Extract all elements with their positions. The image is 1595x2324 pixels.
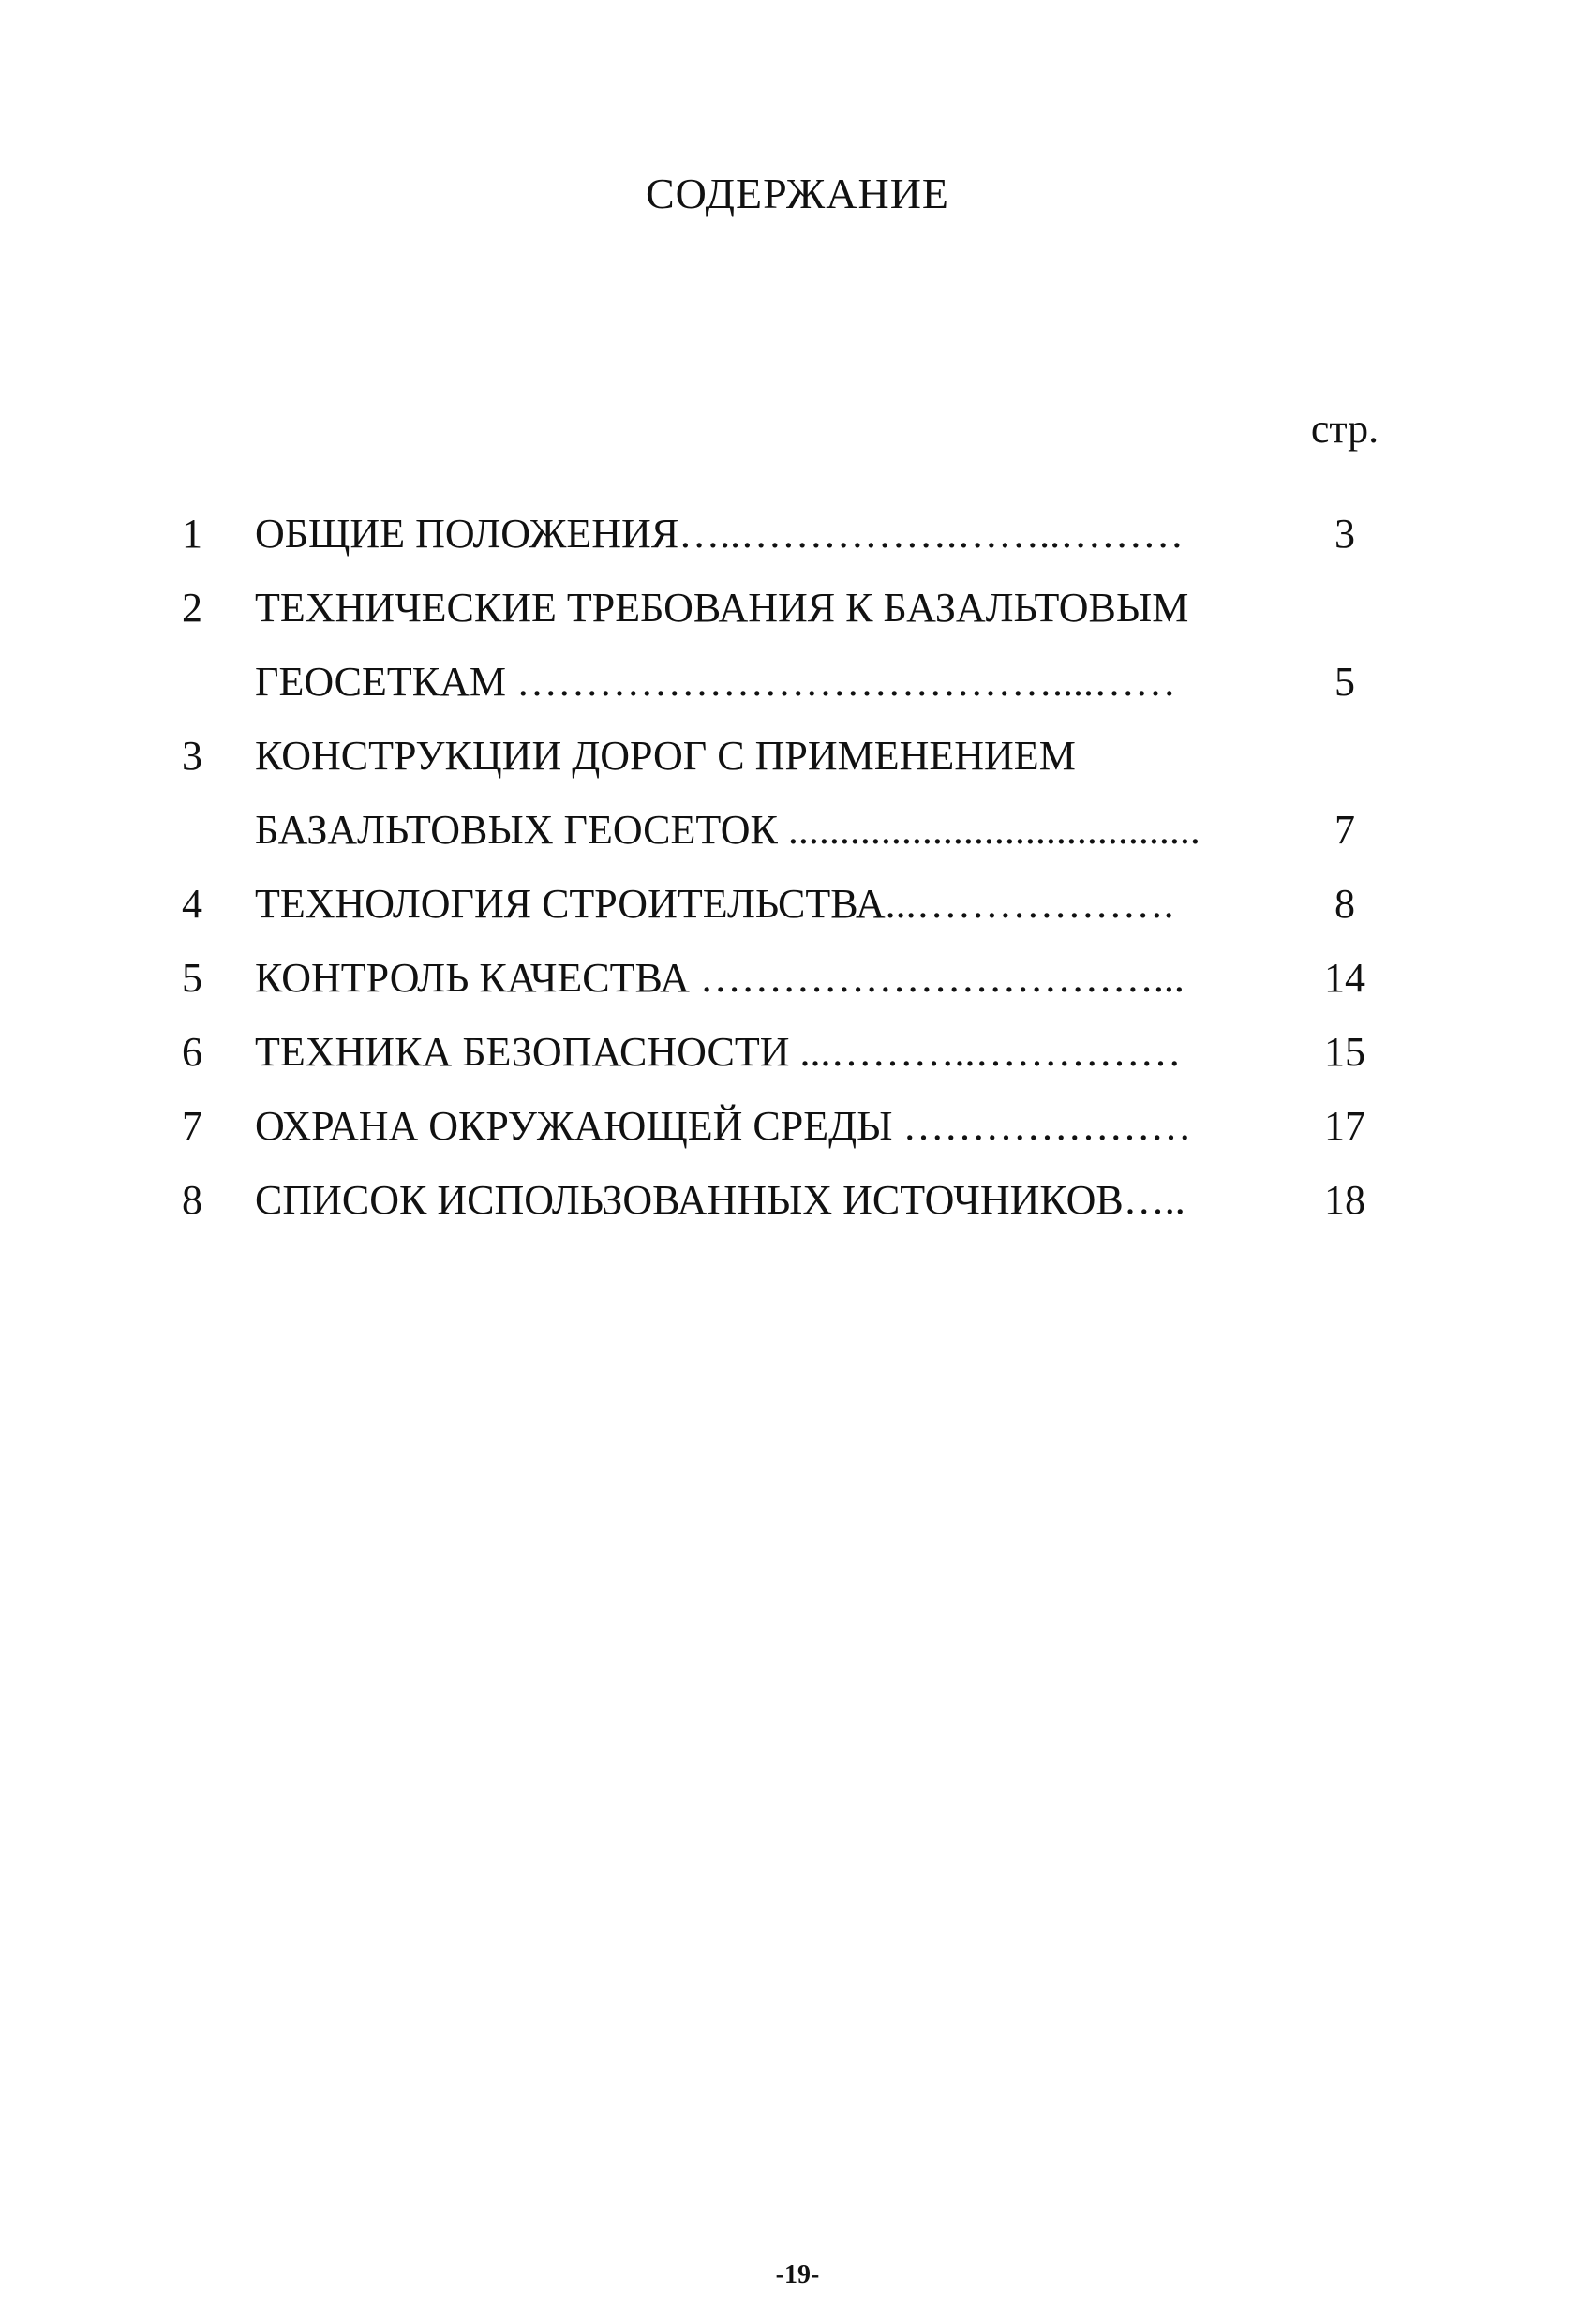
toc-entry[interactable] (0, 941, 1595, 1015)
page-column-header: стр. (1310, 406, 1379, 452)
toc-entry-page: 8 (1334, 881, 1355, 927)
toc-entry[interactable] (0, 571, 1595, 645)
toc-entry[interactable] (0, 1015, 1595, 1089)
toc-entry[interactable] (0, 1163, 1595, 1237)
toc-entry-page: 15 (1324, 1029, 1365, 1075)
toc-entry-number: 5 (182, 955, 202, 1001)
toc-entry-title: ОБЩИЕ ПОЛОЖЕНИЯ…..…………….……..……… (255, 511, 1185, 557)
toc-entry-title: ТЕХНОЛОГИЯ СТРОИТЕЛЬСТВА...………………. (255, 881, 1174, 927)
toc-entry-continuation[interactable] (0, 645, 1595, 719)
toc-entry[interactable] (0, 1089, 1595, 1163)
toc-entry-page: 14 (1324, 955, 1365, 1001)
table-of-contents (0, 497, 1595, 1237)
toc-entry-title: ТЕХНИЧЕСКИЕ ТРЕБОВАНИЯ К БАЗАЛЬТОВЫМ (255, 585, 1189, 631)
toc-entry-title: ГЕОСЕТКАМ …………………………………....…… (255, 659, 1176, 705)
toc-entry-title: КОНСТРУКЦИИ ДОРОГ С ПРИМЕНЕНИЕМ (255, 733, 1076, 779)
toc-entry-number: 3 (182, 733, 202, 779)
toc-entry-number: 6 (182, 1029, 202, 1075)
toc-entry-number: 2 (182, 585, 202, 631)
toc-entry-title: ТЕХНИКА БЕЗОПАСНОСТИ ...………..…………… (255, 1029, 1182, 1075)
toc-entry-page: 5 (1334, 659, 1355, 705)
toc-entry[interactable] (0, 497, 1595, 571)
toc-entry-number: 7 (182, 1103, 202, 1149)
toc-entry-number: 1 (182, 511, 202, 557)
footer-page-number: -19- (775, 2260, 820, 2289)
toc-entry-title: СПИСОК ИСПОЛЬЗОВАННЫХ ИСТОЧНИКОВ….. (255, 1177, 1185, 1223)
toc-entry-title: БАЗАЛЬТОВЫХ ГЕОСЕТОК ........................................ (255, 807, 1200, 853)
toc-entry-page: 7 (1334, 807, 1355, 853)
toc-entry-continuation[interactable] (0, 793, 1595, 867)
toc-entry-number: 4 (182, 881, 202, 927)
toc-entry-title: КОНТРОЛЬ КАЧЕСТВА ……………………………... (255, 955, 1185, 1001)
toc-entry-number: 8 (182, 1177, 202, 1223)
toc-entry[interactable] (0, 719, 1595, 793)
toc-entry-page: 17 (1324, 1103, 1365, 1149)
toc-entry[interactable] (0, 867, 1595, 941)
toc-entry-page: 3 (1334, 511, 1355, 557)
page-title: СОДЕРЖАНИЕ (645, 170, 950, 217)
toc-entry-title: ОХРАНА ОКРУЖАЮЩЕЙ СРЕДЫ ………………… (255, 1103, 1192, 1149)
toc-entry-page: 18 (1324, 1177, 1365, 1223)
